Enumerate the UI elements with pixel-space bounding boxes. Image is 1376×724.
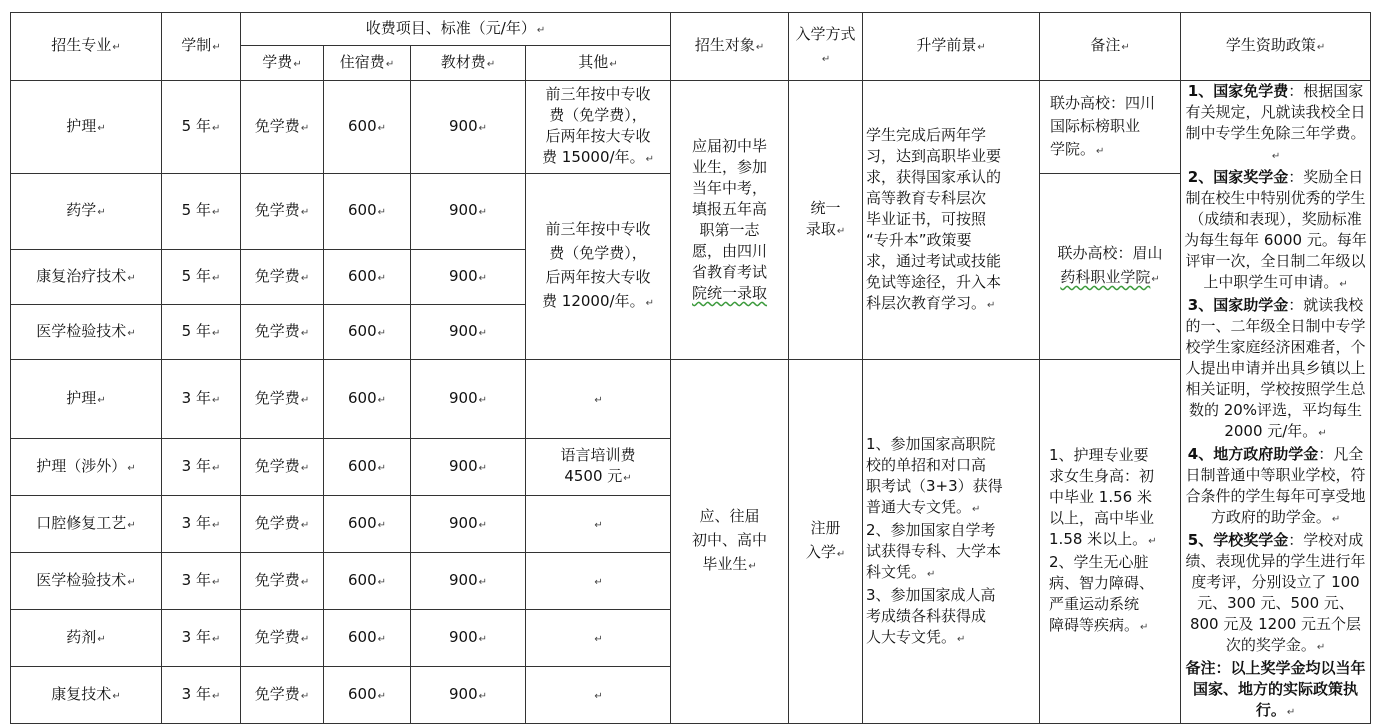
- cell-tuition: 免学费↵: [241, 81, 324, 174]
- cell-major: 康复技术↵: [11, 667, 162, 724]
- cell-other-empty: ↵: [526, 360, 671, 439]
- cell-tuition: 免学费↵: [241, 250, 324, 305]
- cell-duration: 5 年↵: [162, 81, 241, 174]
- cell-textbook: 900↵: [411, 439, 526, 496]
- cell-major: 口腔修复工艺↵: [11, 496, 162, 553]
- cell-major: 药剂↵: [11, 610, 162, 667]
- cell-lodging: 600↵: [324, 667, 411, 724]
- cell-target-three-year: 应、往届 初中、高中 毕业生↵: [671, 360, 789, 724]
- cell-major: 药学↵: [11, 174, 162, 250]
- cell-tuition: 免学费↵: [241, 553, 324, 610]
- header-prospects: 升学前景↵: [863, 13, 1040, 81]
- cell-textbook: 900↵: [411, 360, 526, 439]
- cell-textbook: 900↵: [411, 496, 526, 553]
- cell-duration: 5 年↵: [162, 250, 241, 305]
- cell-lodging: 600↵: [324, 360, 411, 439]
- cell-note-requirements: 1、护理专业要 求女生身高：初 中毕业 1.56 米 以上，高中毕业 1.58 米以上。↵ 2、学生无心脏 病、智力障碍、 严重运动系统 障碍等疾病。↵: [1040, 360, 1181, 724]
- admission-fee-table: [10, 12, 1371, 724]
- cell-note-meishan: 联办高校：眉山 药科职业学院↵: [1040, 174, 1181, 360]
- cell-duration: 3 年↵: [162, 553, 241, 610]
- cell-prospects-five-year: 学生完成后两年学 习，达到高职毕业要 求，获得国家承认的 高等教育专科层次 毕业证书，可按照 “专升本”政策要 求，通过考试或技能 免试等途径，升入本 科层次教育学习。↵: [863, 81, 1040, 360]
- cell-other-empty: ↵: [526, 610, 671, 667]
- header-textbook: 教材费↵: [411, 46, 526, 81]
- cell-duration: 3 年↵: [162, 496, 241, 553]
- table-row: [11, 360, 1371, 439]
- cell-lodging: 600↵: [324, 610, 411, 667]
- cell-textbook: 900↵: [411, 667, 526, 724]
- header-notes: 备注↵: [1040, 13, 1181, 81]
- cell-other-empty: ↵: [526, 553, 671, 610]
- header-tuition: 学费↵: [241, 46, 324, 81]
- cell-duration: 3 年↵: [162, 667, 241, 724]
- header-fee-group: 收费项目、标准（元/年）↵: [241, 13, 671, 46]
- table-row: [11, 81, 1371, 174]
- cell-target-five-year: 应届初中毕 业生，参加 当年中考， 填报五年高 职第一志 愿，由四川 省教育考试 院统一录取: [671, 81, 789, 360]
- cell-major: 护理↵: [11, 360, 162, 439]
- cell-enroll-three-year: 注册 入学↵: [789, 360, 863, 724]
- cell-textbook: 900↵: [411, 174, 526, 250]
- cell-tuition: 免学费↵: [241, 360, 324, 439]
- cell-tuition: 免学费↵: [241, 439, 324, 496]
- cell-textbook: 900↵: [411, 81, 526, 174]
- aid-item: 5、学校奖学金：学校对成绩、表现优异的学生进行年度考评，分别设立了 100 元、300 元、500 元、800 元及 1200 元五个层次的奖学金。↵: [1185, 531, 1366, 654]
- cell-textbook: 900↵: [411, 250, 526, 305]
- aid-item: 1、国家免学费：根据国家有关规定，凡就读我校全日制中专学生免除三年学费。↵: [1185, 82, 1366, 162]
- cell-lodging: 600↵: [324, 174, 411, 250]
- cell-other-five-year-12000: 前三年按中专收 费（免学费）， 后两年按大专收 费 12000/年。↵: [526, 174, 671, 360]
- cell-textbook: 900↵: [411, 553, 526, 610]
- cell-textbook: 900↵: [411, 610, 526, 667]
- cell-lodging: 600↵: [324, 81, 411, 174]
- cell-major: 护理（涉外）↵: [11, 439, 162, 496]
- cell-other-language-fee: 语言培训费 4500 元↵: [526, 439, 671, 496]
- cell-lodging: 600↵: [324, 439, 411, 496]
- cell-enroll-five-year: 统一 录取↵: [789, 81, 863, 360]
- cell-aid-policy: [1181, 81, 1371, 724]
- cell-major: 护理↵: [11, 81, 162, 174]
- cell-lodging: 600↵: [324, 553, 411, 610]
- cell-tuition: 免学费↵: [241, 174, 324, 250]
- aid-item: 3、国家助学金：就读我校的一、二年级全日制中专学校学生家庭经济困难者，个人提出申请并出具乡镇以上相关证明，学校按照学生总数的 20%评选，平均每生 2000 元/年。↵: [1185, 296, 1366, 440]
- header-other: 其他↵: [526, 46, 671, 81]
- cell-lodging: 600↵: [324, 496, 411, 553]
- cell-other-empty: ↵: [526, 496, 671, 553]
- header-major: 招生专业↵: [11, 13, 162, 81]
- cell-tuition: 免学费↵: [241, 667, 324, 724]
- aid-note: 备注：以上奖学金均以当年国家、地方的实际政策执行。↵: [1185, 659, 1366, 719]
- header-enroll-method: 入学方式↵: [789, 13, 863, 81]
- cell-note-sichuan: 联办高校：四川 国际标榜职业 学院。↵: [1040, 81, 1181, 174]
- cell-tuition: 免学费↵: [241, 305, 324, 360]
- header-duration: 学制↵: [162, 13, 241, 81]
- header-aid: 学生资助政策↵: [1181, 13, 1371, 81]
- header-target: 招生对象↵: [671, 13, 789, 81]
- cell-major: 医学检验技术↵: [11, 553, 162, 610]
- cell-duration: 3 年↵: [162, 610, 241, 667]
- cell-major: 康复治疗技术↵: [11, 250, 162, 305]
- cell-major: 医学检验技术↵: [11, 305, 162, 360]
- cell-lodging: 600↵: [324, 250, 411, 305]
- aid-item: 4、地方政府助学金：凡全日制普通中等职业学校，符合条件的学生每年可享受地方政府的助学金。↵: [1185, 445, 1366, 526]
- cell-duration: 5 年↵: [162, 174, 241, 250]
- cell-tuition: 免学费↵: [241, 496, 324, 553]
- cell-other-five-year-15000: 前三年按中专收 费（免学费）， 后两年按大专收 费 15000/年。↵: [526, 81, 671, 174]
- cell-tuition: 免学费↵: [241, 610, 324, 667]
- header-lodging: 住宿费↵: [324, 46, 411, 81]
- cell-textbook: 900↵: [411, 305, 526, 360]
- cell-duration: 5 年↵: [162, 305, 241, 360]
- cell-duration: 3 年↵: [162, 360, 241, 439]
- aid-item: 2、国家奖学金：奖励全日制在校生中特别优秀的学生（成绩和表现），奖励标准为每生每年 6000 元。每年评审一次，全日制二年级以上中职学生可申请。↵: [1184, 168, 1367, 291]
- cell-other-empty: ↵: [526, 667, 671, 724]
- cell-lodging: 600↵: [324, 305, 411, 360]
- cell-duration: 3 年↵: [162, 439, 241, 496]
- cell-prospects-three-year: 1、参加国家高职院 校的单招和对口高 职考试（3+3）获得 普通大专文凭。↵ 2、参加国家自学考 试获得专科、大学本 科文凭。↵ 3、参加国家成人高 考成绩各科获得成 人大专文凭。↵: [863, 360, 1040, 724]
